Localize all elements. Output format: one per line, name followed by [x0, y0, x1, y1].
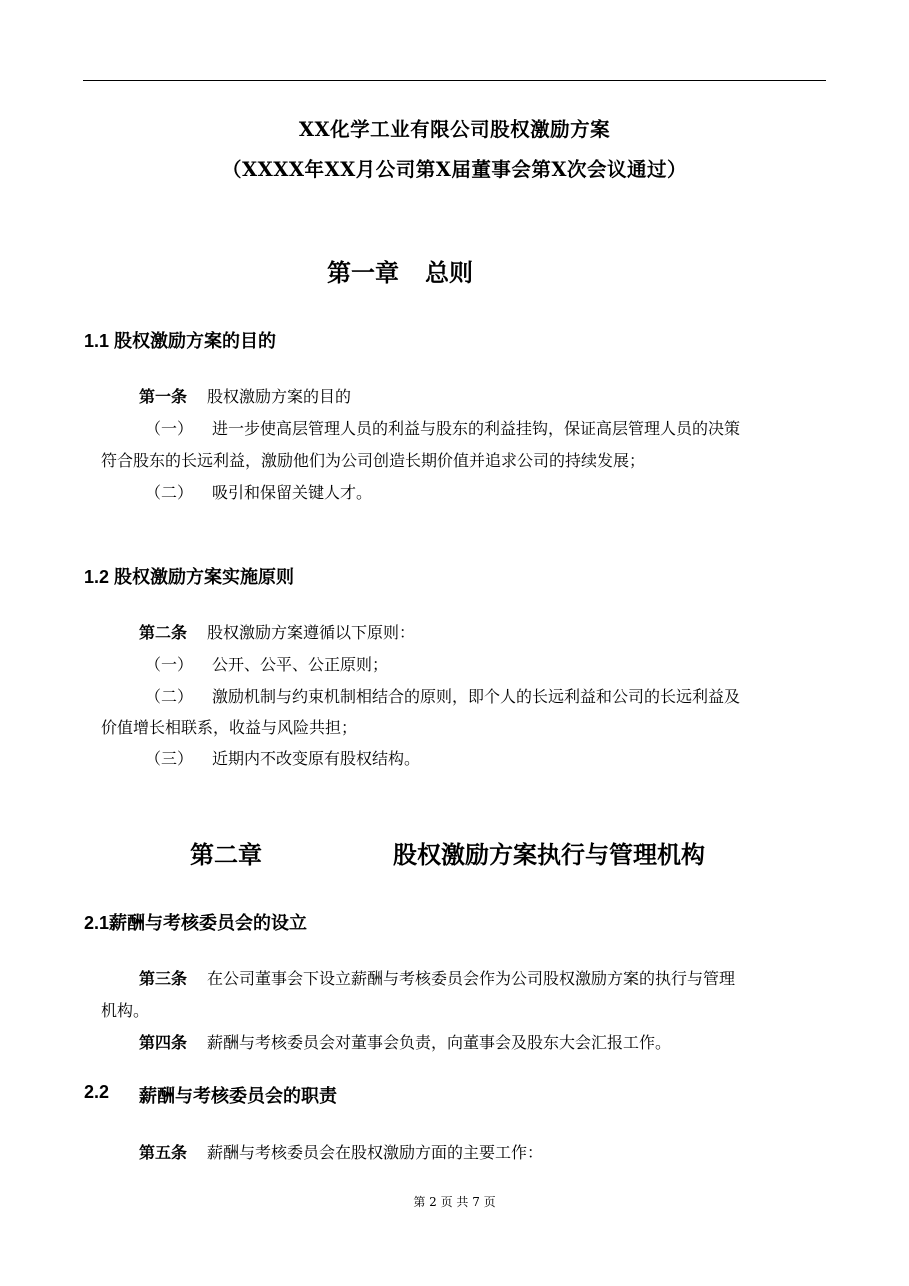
section-2-2-title: 薪酬与考核委员会的职责: [139, 1086, 337, 1106]
article-1-text: 股权激励方案的目的: [207, 387, 352, 406]
chapter-2-name: 股权激励方案执行与管理机构: [393, 841, 705, 869]
article-2-label: 第二条: [139, 623, 188, 642]
article-3-line-2: 机构。: [101, 1001, 150, 1020]
article-2-item-1-number: （一）: [145, 655, 194, 674]
section-2-1-heading: 2.1薪酬与考核委员会的设立: [84, 913, 308, 933]
article-3: [139, 966, 735, 989]
article-2-item-3-text: 近期内不改变原有股权结构。: [212, 749, 421, 768]
header-rule: [83, 80, 826, 81]
article-5: [139, 1140, 543, 1163]
document-subtitle: （XXXX年XX月公司第X届董事会第X次会议通过）: [221, 158, 688, 181]
article-2: [139, 620, 415, 643]
chapter-1-label: 第一章: [327, 259, 399, 287]
article-4-text: 薪酬与考核委员会对董事会负责，向董事会及股东大会汇报工作。: [207, 1033, 672, 1052]
article-3-line-1: 在公司董事会下设立薪酬与考核委员会作为公司股权激励方案的执行与管理: [207, 969, 736, 988]
article-2-item-2-line-2: 价值增长相联系，收益与风险共担；: [101, 718, 358, 737]
section-2-2-number: 2.2: [84, 1082, 110, 1102]
article-2-item-1-text: 公开、公平、公正原则；: [212, 655, 389, 674]
article-1-item-2-number: （二）: [145, 483, 194, 502]
article-1-label: 第一条: [139, 387, 188, 406]
page-footer: 第 2 页 共 7 页: [413, 1195, 496, 1209]
article-4: [139, 1030, 671, 1053]
article-3-label: 第三条: [139, 969, 188, 988]
article-4-label: 第四条: [139, 1033, 188, 1052]
article-2-item-2-number: （二）: [145, 687, 194, 706]
document-title: XX化学工业有限公司股权激励方案: [298, 118, 611, 141]
article-1-item-2-text: 吸引和保留关键人才。: [212, 483, 373, 502]
chapter-1-heading: [327, 253, 473, 288]
article-5-label: 第五条: [139, 1143, 188, 1162]
section-1-2-heading: 1.2 股权激励方案实施原则: [84, 567, 295, 587]
article-2-item-2-line-1: 激励机制与约束机制相结合的原则，即个人的长远利益和公司的长远利益及: [212, 687, 741, 706]
chapter-1-name: 总则: [425, 259, 473, 287]
section-1-1-heading: 1.1 股权激励方案的目的: [84, 331, 277, 351]
article-1-item-1-number: （一）: [145, 419, 194, 438]
article-1: [139, 384, 351, 407]
article-1-item-1-line-1: 进一步使高层管理人员的利益与股东的利益挂钩，保证高层管理人员的决策: [212, 419, 741, 438]
article-1-item-1-line-2: 符合股东的长远利益，激励他们为公司创造长期价值并追求公司的持续发展；: [101, 451, 646, 470]
chapter-2-label: 第二章: [190, 841, 262, 869]
article-2-text: 股权激励方案遵循以下原则：: [207, 623, 416, 642]
article-5-text: 薪酬与考核委员会在股权激励方面的主要工作：: [207, 1143, 544, 1162]
article-2-item-3-number: （三）: [145, 749, 194, 768]
